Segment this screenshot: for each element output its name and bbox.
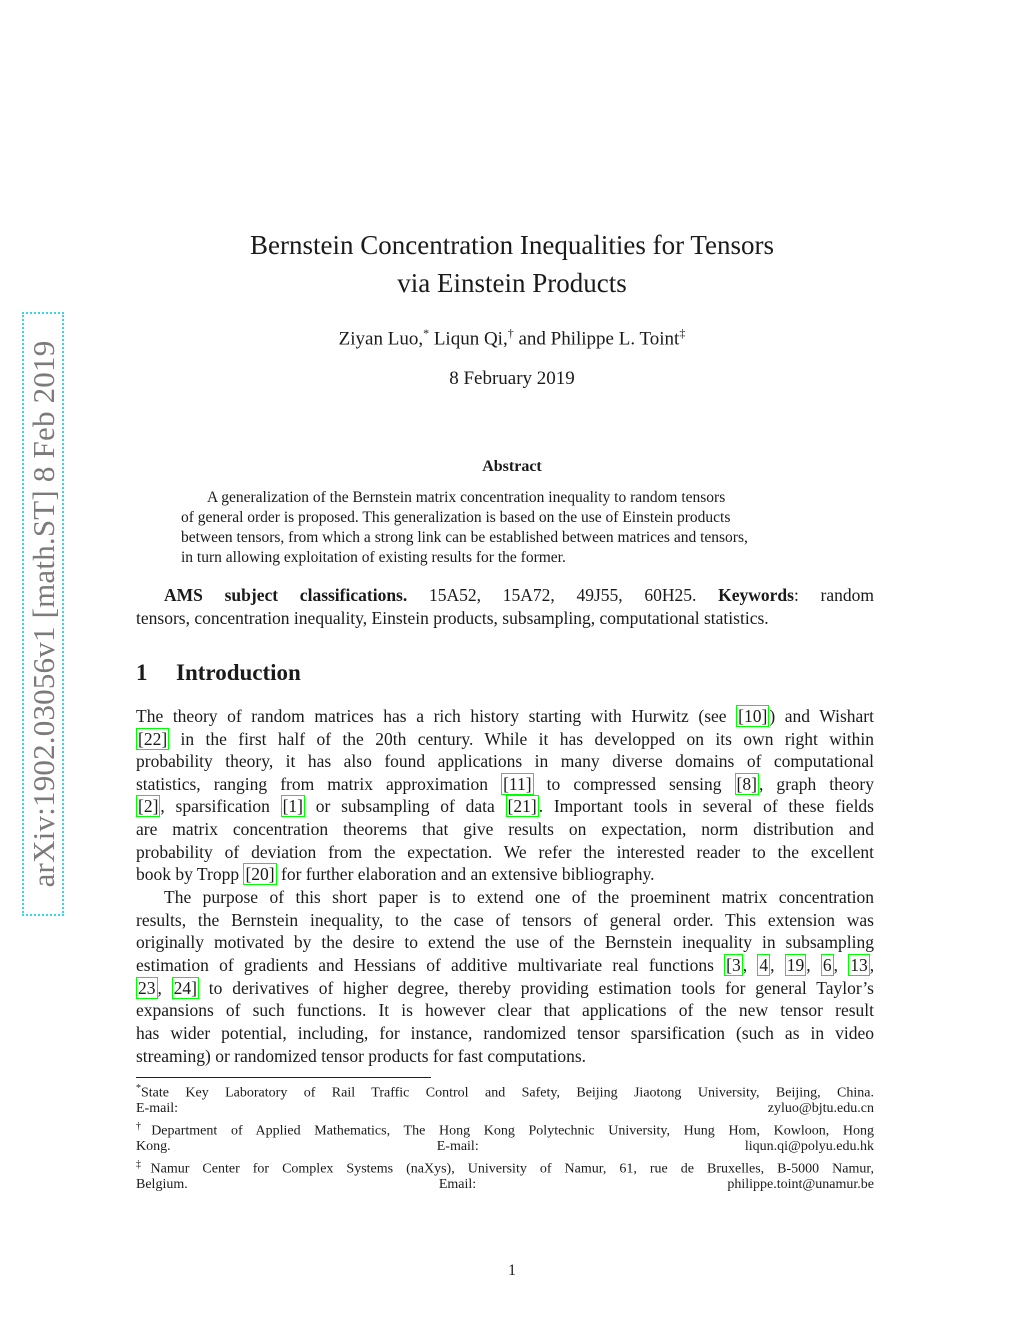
- abstract-heading: Abstract: [482, 458, 542, 475]
- author-luo-mark[interactable]: *: [423, 326, 430, 340]
- citation-link[interactable]: [1]: [282, 796, 303, 816]
- intro-line: The theory of random matrices has a rich history starting with Hurwitz (see [10] ) and Wishart: [136, 706, 874, 726]
- keywords-label: Keywords: [718, 585, 794, 605]
- footnote-rule: [136, 1077, 431, 1078]
- intro-line: The purpose of this short paper is to extend one of the proeminent matrix concentration: [164, 887, 874, 907]
- keywords-line-2: tensors, concentration inequality, Einstein products, subsampling, computational statistics.: [136, 608, 769, 628]
- citation-link[interactable]: [2]: [138, 796, 159, 816]
- footnote-line: E-mail: zyluo@bjtu.edu.cn: [136, 1101, 874, 1116]
- author-list: [0, 326, 1024, 350]
- author-qi: Liqun Qi,: [433, 328, 508, 350]
- section-title: Introduction: [176, 660, 301, 685]
- arxiv-identifier[interactable]: arXiv:1902.03056v1 [math.ST] 8 Feb 2019: [26, 340, 61, 888]
- citation-link[interactable]: 6: [822, 955, 832, 975]
- keywords-line-1: [164, 585, 874, 606]
- paper-title-line-1: Bernstein Concentration Inequalities for Tensors: [250, 230, 774, 260]
- intro-line: book by Tropp [20] for further elaboration and an extensive bibliography.: [136, 864, 655, 884]
- citation-link[interactable]: [8]: [736, 774, 757, 794]
- section-number: 1: [136, 660, 148, 685]
- abstract-line: A generalization of the Bernstein matrix concentration inequality to random tensors: [207, 489, 726, 506]
- citation-link[interactable]: 13: [850, 955, 868, 975]
- footnote-line: Kong. E-mail: liqun.qi@polyu.edu.hk: [136, 1139, 874, 1154]
- intro-line: probability theory, it has also found applications in many diverse domains of computational: [136, 751, 874, 771]
- citation-link[interactable]: [20]: [245, 864, 275, 884]
- footnote-mark: †: [136, 1121, 152, 1132]
- author-toint: and Philippe L. Toint: [518, 328, 680, 350]
- abstract-line: in turn allowing exploitation of existing results for the former.: [181, 549, 566, 566]
- citation-link[interactable]: 23: [138, 978, 156, 998]
- intro-line: originally motivated by the desire to extend the use of the Bernstein inequality in subsampling: [136, 932, 874, 952]
- section-heading: [136, 660, 301, 686]
- author-qi-mark[interactable]: †: [507, 326, 514, 340]
- keywords-first: : random: [793, 585, 875, 605]
- publication-date: 8 February 2019: [449, 368, 575, 389]
- intro-line: results, the Bernstein inequality, to the case of tensors of general order. This extension was: [136, 910, 874, 930]
- paper-title-line-2: via Einstein Products: [397, 268, 627, 298]
- footnote-mark: ‡: [136, 1159, 151, 1170]
- page-number: 1: [508, 1262, 516, 1279]
- intro-line: are matrix concentration theorems that give results on expectation, norm distribution and: [136, 819, 874, 839]
- intro-line: expansions of such functions. It is however clear that applications of the new tensor result: [136, 1000, 874, 1020]
- footnote-mark: *: [136, 1083, 141, 1094]
- intro-line: streaming) or randomized tensor products for fast computations.: [136, 1046, 587, 1066]
- footnote-line: †Department of Applied Mathematics, The Hong Kong Polytechnic University, Hung Hom, Kowloon, Hong: [136, 1121, 875, 1139]
- citation-link[interactable]: 19: [786, 955, 805, 975]
- citation-link[interactable]: 4: [759, 955, 769, 975]
- citation-link[interactable]: 24]: [173, 978, 197, 998]
- author-toint-mark[interactable]: ‡: [679, 326, 686, 340]
- intro-line: statistics, ranging from matrix approximation [11] to compressed sensing [8] , graph theory: [136, 774, 874, 794]
- footnote-line: Belgium. Email: philippe.toint@unamur.be: [136, 1177, 874, 1192]
- intro-line: probability of deviation from the expectation. We refer the interested reader to the excellent: [136, 842, 874, 862]
- citation-link[interactable]: [21]: [507, 796, 537, 816]
- author-luo: Ziyan Luo,: [338, 328, 424, 350]
- citation-link[interactable]: [11]: [503, 774, 532, 794]
- footnote-line: ‡Namur Center for Complex Systems (naXys), University of Namur, 61, rue de Bruxelles, B-5000 Namur,: [136, 1159, 874, 1177]
- ams-codes: 15A52, 15A72, 49J55, 60H25.: [428, 585, 697, 605]
- intro-line: [22] in the first half of the 20th century. While it has developped on its own right within: [138, 729, 874, 749]
- intro-line: has wider potential, including, for instance, randomized tensor sparsification (such as in video: [136, 1023, 874, 1043]
- citation-link[interactable]: [10]: [738, 706, 768, 726]
- citation-link[interactable]: [3: [726, 955, 741, 975]
- abstract-line: between tensors, from which a strong link can be established between matrices and tensors,: [181, 529, 748, 546]
- intro-line: [2] , sparsification [1] or subsampling of data [21] . Important tools in several of these fields: [138, 796, 874, 816]
- footnote-line: *State Key Laboratory of Rail Traffic Control and Safety, Beijing Jiaotong University, Beijing, China.: [136, 1083, 874, 1101]
- intro-line: estimation of gradients and Hessians of additive multivariate real functions [3 , 4 , 19 , 6 , 13 ,: [136, 955, 875, 975]
- intro-line: 23 , 24] to derivatives of higher degree, thereby providing estimation tools for general Taylor’s: [138, 978, 874, 998]
- citation-link[interactable]: [22]: [138, 729, 168, 749]
- abstract-line: of general order is proposed. This generalization is based on the use of Einstein products: [181, 509, 731, 526]
- ams-label: AMS subject classifications.: [164, 585, 408, 605]
